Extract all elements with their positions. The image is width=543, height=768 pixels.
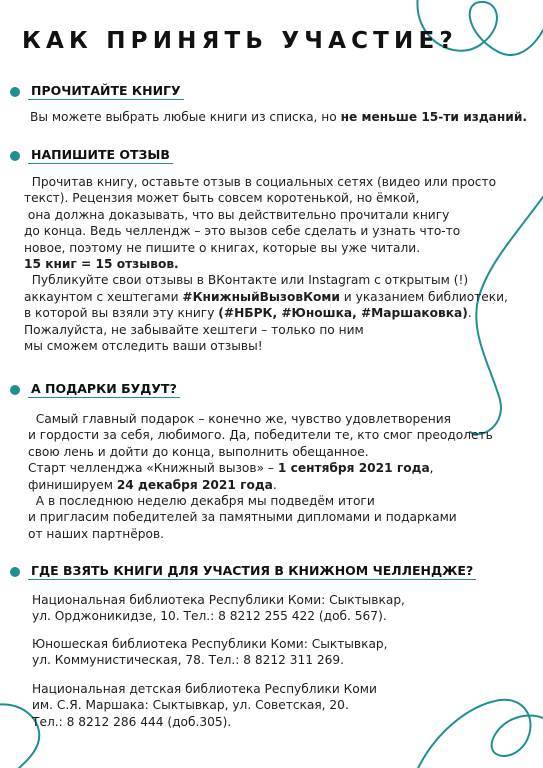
section-heading: ПРОЧИТАЙТЕ КНИГУ	[28, 84, 184, 100]
text-run: текст). Рецензия может быть совсем коротенькой, но ёмкой,	[24, 191, 420, 206]
text-line	[24, 256, 508, 272]
text-line	[28, 411, 493, 427]
text-run: .	[272, 477, 277, 492]
bold-text: #КнижныйВызовКоми	[182, 289, 340, 304]
text-line	[28, 493, 493, 509]
text-run: А в последнюю неделю декабря мы подведём итоги	[28, 494, 375, 509]
text-line	[24, 223, 508, 239]
text-run: свою лень и дойти до конца, выполнить обещанное.	[28, 444, 369, 459]
text-line	[28, 526, 493, 542]
address-line: ул. Орджоникидзе, 10. Тел.: 8 8212 255 422 (доб. 567).	[32, 609, 387, 624]
text-line	[28, 477, 493, 493]
text-run: ,	[429, 461, 434, 476]
bullet-dot-icon	[10, 567, 20, 577]
text-line	[28, 509, 493, 525]
section-review-header	[10, 148, 173, 164]
text-line	[24, 174, 508, 190]
text-line	[24, 338, 508, 354]
bold-text: не меньше 15-ти изданий.	[340, 110, 528, 124]
bullet-dot-icon	[10, 151, 20, 161]
text-run: Вы можете выбрать любые книги из списка, но	[30, 110, 341, 124]
page-title: КАК ПРИНЯТЬ УЧАСТИЕ?	[22, 28, 458, 54]
text-line	[24, 305, 508, 321]
library-national	[32, 592, 405, 625]
section-read-header	[10, 84, 184, 100]
text-line	[24, 289, 508, 305]
text-run: аккаунтом с хештегами	[24, 289, 183, 304]
text-run: Прочитав книгу, оставьте отзыв в социальных сетях (видео или просто	[24, 175, 497, 189]
text-run: финишируем	[28, 477, 117, 492]
text-run: мы сможем отследить ваши отзывы!	[24, 339, 263, 354]
address-line: Национальная библиотека Республики Коми: Сыктывкар,	[32, 593, 405, 607]
text-line	[28, 444, 493, 460]
text-run: Старт челленджа «Книжный вызов» –	[28, 461, 278, 476]
text-run: Пожалуйста, не забывайте хештеги – только по ним	[24, 322, 364, 337]
section-review-text	[24, 174, 508, 354]
text-run: до конца. Ведь челлендж – это вызов себе сделать и узнать что-то	[24, 224, 461, 239]
section-heading: НАПИШИТЕ ОТЗЫВ	[28, 148, 173, 164]
text-line	[28, 460, 493, 476]
bottom-right-wave	[415, 700, 543, 768]
text-run: и указанием библиотеки,	[339, 289, 508, 304]
text-run: и гордости за себя, любимого. Да, победители те, кто смог преодолеть	[28, 428, 493, 443]
section-heading: А ПОДАРКИ БУДУТ?	[28, 382, 180, 398]
address-line: Национальная детская библиотека Республики Коми	[32, 682, 377, 696]
library-youth	[32, 636, 388, 669]
text-line	[24, 190, 508, 206]
text-run: в которой вы взяли эту книгу	[24, 306, 219, 321]
text-run: Публикуйте свои отзывы в ВКонтакте или Instagram с открытым (!)	[24, 273, 469, 288]
bold-text: 15 книг = 15 отзывов.	[24, 257, 179, 272]
bullet-dot-icon	[10, 87, 20, 97]
section-heading: ГДЕ ВЗЯТЬ КНИГИ ДЛЯ УЧАСТИЯ В КНИЖНОМ ЧЕЛЛЕНДЖЕ?	[28, 564, 476, 580]
address-line: им. С.Я. Маршака: Сыктывкар, ул. Советская, 20.	[32, 698, 349, 713]
text-line	[30, 109, 527, 125]
section-read-text	[30, 109, 527, 125]
text-run: она должна доказывать, что вы действительно прочитали книгу	[24, 207, 450, 222]
library-children	[32, 681, 377, 730]
address-line: Тел.: 8 8212 286 444 (доб.305).	[32, 714, 232, 729]
text-run: Самый главный подарок – конечно же, чувство удовлетворения	[28, 412, 451, 426]
text-line	[24, 322, 508, 338]
address-line: Юношеская библиотека Республики Коми: Сыктывкар,	[32, 637, 388, 651]
bold-text: 1 сентября 2021 года	[277, 461, 430, 476]
address-line: ул. Коммунистическая, 78. Тел.: 8 8212 311 269.	[32, 653, 345, 668]
text-run: .	[467, 306, 472, 321]
bold-text: 24 декабря 2021 года	[116, 477, 273, 492]
section-where-header	[10, 564, 476, 580]
section-gifts-header	[10, 382, 180, 398]
text-run: и пригласим победителей за памятными дипломами и подарками	[28, 510, 457, 525]
section-gifts-text	[28, 411, 493, 542]
text-line	[24, 272, 508, 288]
text-run: от наших партнёров.	[28, 526, 165, 541]
bold-text: (#НБРК, #Юношка, #Маршаковка)	[218, 306, 468, 321]
text-line	[28, 427, 493, 443]
bullet-dot-icon	[10, 385, 20, 395]
text-run: новое, поэтому не пишите о книгах, которые вы уже читали.	[24, 240, 421, 255]
text-line	[24, 240, 508, 256]
text-line	[24, 207, 508, 223]
